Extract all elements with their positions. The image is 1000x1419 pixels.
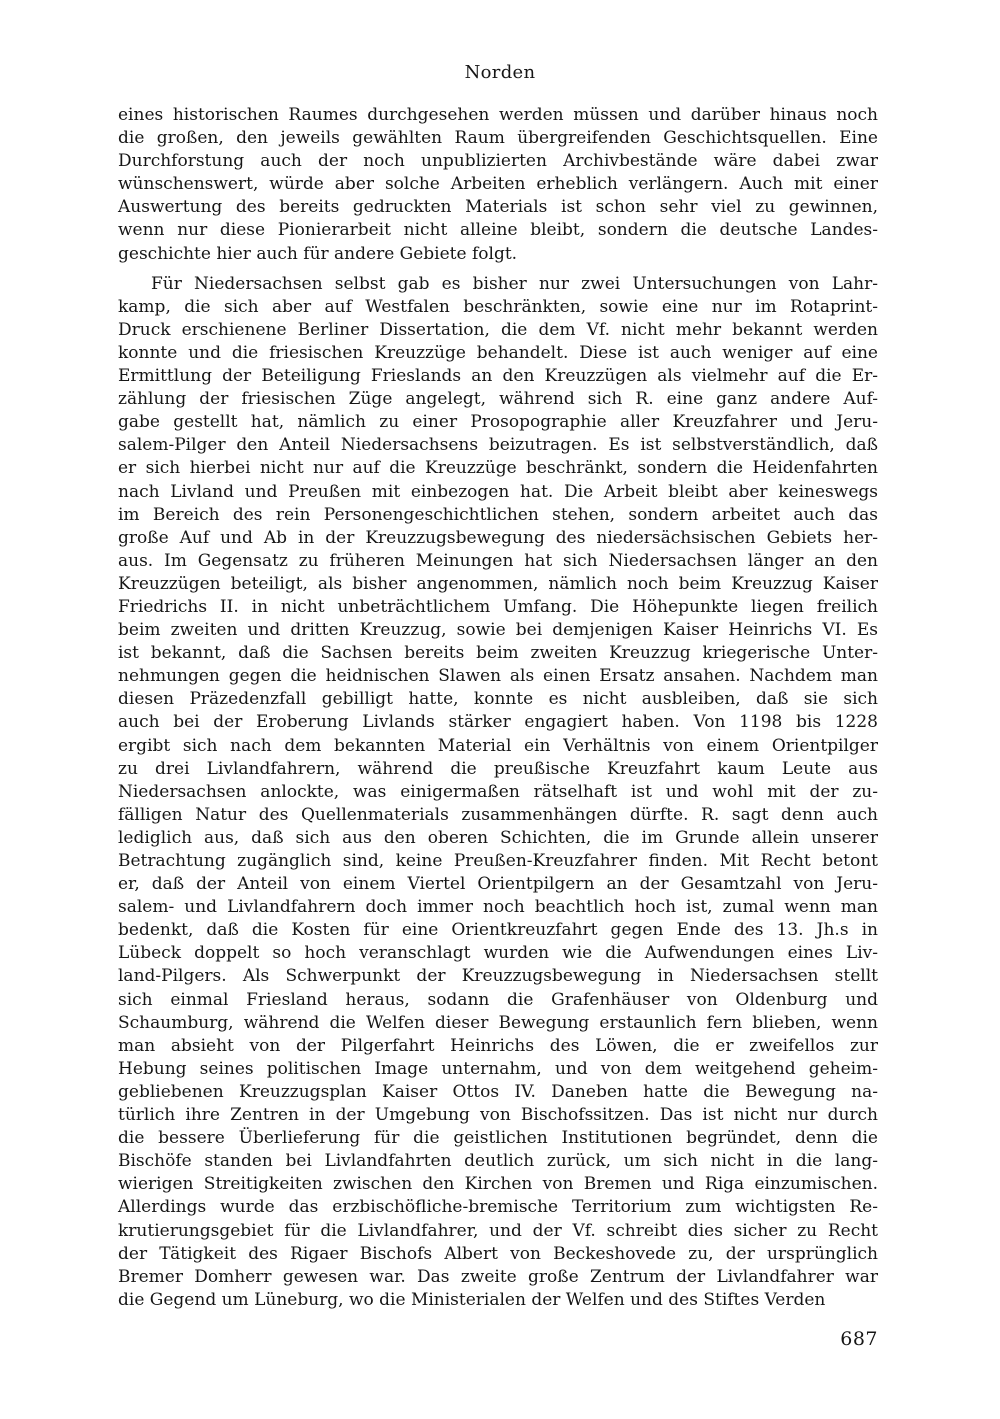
text-line: Niedersachsen anlockte, was einigermaßen rätselhaft ist und wohl mit der zu-	[118, 781, 878, 802]
text-line: Durchforstung auch der noch unpublizierten Archivbestände wäre dabei zwar	[118, 151, 878, 172]
text-line: nehmungen gegen die heidnischen Slawen als einen Ersatz ansahen. Nachdem man	[118, 666, 878, 687]
text-line: Lübeck doppelt so hoch veranschlagt wurden wie die Aufwendungen eines Liv-	[118, 943, 878, 964]
text-line: ist bekannt, daß die Sachsen bereits beim zweiten Kreuzzug kriegerische Unter-	[118, 643, 878, 664]
text-line: sich einmal Friesland heraus, sodann die Grafenhäuser von Oldenburg und	[118, 989, 878, 1010]
text-line: Allerdings wurde das erzbischöfliche-bremische Territorium zum wichtigsten Re-	[118, 1197, 878, 1218]
text-line: die bessere Überlieferung für die geistlichen Institutionen begründet, denn die	[118, 1128, 878, 1149]
text-line: wenn nur diese Pionierarbeit nicht alleine bleibt, sondern die deutsche Landes-	[118, 220, 878, 241]
text-line: lediglich aus, daß sich aus den oberen Schichten, die im Grunde allein unserer	[118, 827, 878, 848]
text-line: man absieht von der Pilgerfahrt Heinrichs des Löwen, die er zweifellos zur	[118, 1035, 878, 1056]
text-line: Kreuzzügen beteiligt, als bisher angenommen, nämlich noch beim Kreuzzug Kaiser	[118, 573, 878, 594]
text-line: aus. Im Gegensatz zu früheren Meinungen hat sich Niedersachsen länger an den	[118, 550, 878, 571]
text-line: eines historischen Raumes durchgesehen werden müssen und darüber hinaus noch	[118, 105, 878, 125]
paragraph	[118, 104, 878, 266]
text-line: salem-Pilger den Anteil Niedersachsens beizutragen. Es ist selbstverständlich, daß	[118, 435, 878, 456]
text-line: türlich ihre Zentren in der Umgebung von Bischofssitzen. Das ist nicht nur durch	[118, 1105, 878, 1126]
text-line: diesen Präzedenzfall gebilligt hatte, konnte es nicht ausbleiben, daß sie sich	[118, 689, 878, 710]
text-line: wünschenswert, würde aber solche Arbeiten erheblich verlängern. Auch mit einer	[118, 174, 878, 195]
text-line: nach Livland und Preußen mit einbezogen hat. Die Arbeit bleibt aber keineswegs	[118, 481, 878, 502]
text-line: krutierungsgebiet für die Livlandfahrer, und der Vf. schreibt dies sicher zu Recht	[118, 1220, 878, 1241]
text-line: Bremer Domherr gewesen war. Das zweite große Zentrum der Livlandfahrer war	[118, 1266, 878, 1287]
text-line: salem- und Livlandfahrern doch immer noch beachtlich hoch ist, zumal wenn man	[118, 897, 878, 918]
text-line: er sich hierbei nicht nur auf die Kreuzzüge beschränkt, sondern die Heidenfahrten	[118, 458, 878, 479]
text-line: gebliebenen Kreuzzugsplan Kaiser Ottos IV. Daneben hatte die Bewegung na-	[118, 1081, 878, 1102]
text-line: fälligen Natur des Quellenmaterials zusammenhängen dürfte. R. sagt denn auch	[118, 804, 878, 825]
page-number: 687	[840, 1328, 878, 1350]
text-line: beim zweiten und dritten Kreuzzug, sowie bei demjenigen Kaiser Heinrichs VI. Es	[118, 620, 878, 641]
paragraph	[118, 273, 878, 1312]
text-line: geschichte hier auch für andere Gebiete folgt.	[118, 243, 518, 264]
text-line: der Tätigkeit des Rigaer Bischofs Albert von Beckeshovede zu, der ursprünglich	[118, 1243, 878, 1264]
text-line: bedenkt, daß die Kosten für eine Orientkreuzfahrt gegen Ende des 13. Jh.s in	[118, 920, 878, 941]
text-line: Für Niedersachsen selbst gab es bisher nur zwei Untersuchungen von Lahr-	[151, 273, 878, 294]
text-line: Betrachtung zugänglich sind, keine Preußen-Kreuzfahrer finden. Mit Recht betont	[118, 851, 878, 871]
text-line: auch bei der Eroberung Livlands stärker engagiert haben. Von 1198 bis 1228	[118, 712, 878, 733]
text-line: kamp, die sich aber auf Westfalen beschränkten, sowie eine nur im Rotaprint-	[118, 296, 878, 317]
text-line: Bischöfe standen bei Livlandfahrten deutlich zurück, um sich nicht in die lang-	[118, 1151, 878, 1172]
text-line: die großen, den jeweils gewählten Raum übergreifenden Geschichtsquellen. Eine	[118, 128, 878, 149]
text-line: Friedrichs II. in nicht unbeträchtlichem Umfang. Die Höhepunkte liegen freilich	[118, 596, 878, 617]
text-line: große Auf und Ab in der Kreuzzugsbewegung des niedersächsischen Gebiets her-	[118, 527, 878, 548]
text-line: zählung der friesischen Züge angelegt, während sich R. eine ganz andere Auf-	[118, 389, 878, 410]
text-line: Ermittlung der Beteiligung Frieslands an den Kreuzzügen als vielmehr auf die Er-	[118, 366, 878, 387]
body-text	[118, 104, 878, 1312]
text-line: zu drei Livlandfahrern, während die preußische Kreuzfahrt kaum Leute aus	[118, 758, 878, 779]
text-line: er, daß der Anteil von einem Viertel Orientpilgern an der Gesamtzahl von Jeru-	[118, 874, 878, 895]
text-line: Hebung seines politischen Image unternahm, und von dem weitgehend geheim-	[118, 1058, 878, 1079]
text-line: land-Pilgers. Als Schwerpunkt der Kreuzzugsbewegung in Niedersachsen stellt	[118, 966, 878, 987]
text-line: im Bereich des rein Personengeschichtlichen stehen, sondern arbeitet auch das	[118, 504, 878, 525]
running-head: Norden	[464, 62, 536, 83]
text-line: Druck erschienene Berliner Dissertation, die dem Vf. nicht mehr bekannt werden	[118, 319, 878, 340]
text-line: die Gegend um Lüneburg, wo die Ministerialen der Welfen und des Stiftes Verden	[118, 1289, 826, 1310]
text-line: wierigen Streitigkeiten zwischen den Kirchen von Bremen und Riga einzumischen.	[118, 1174, 878, 1195]
text-line: konnte und die friesischen Kreuzzüge behandelt. Diese ist auch weniger auf eine	[118, 342, 878, 363]
text-line: gabe gestellt hat, nämlich zu einer Prosopographie aller Kreuzfahrer und Jeru-	[118, 412, 878, 433]
text-line: Schaumburg, während die Welfen dieser Bewegung erstaunlich fern blieben, wenn	[118, 1012, 878, 1033]
text-line: ergibt sich nach dem bekannten Material ein Verhältnis von einem Orientpilger	[118, 735, 878, 756]
text-line: Auswertung des bereits gedruckten Materials ist schon sehr viel zu gewinnen,	[118, 197, 878, 218]
